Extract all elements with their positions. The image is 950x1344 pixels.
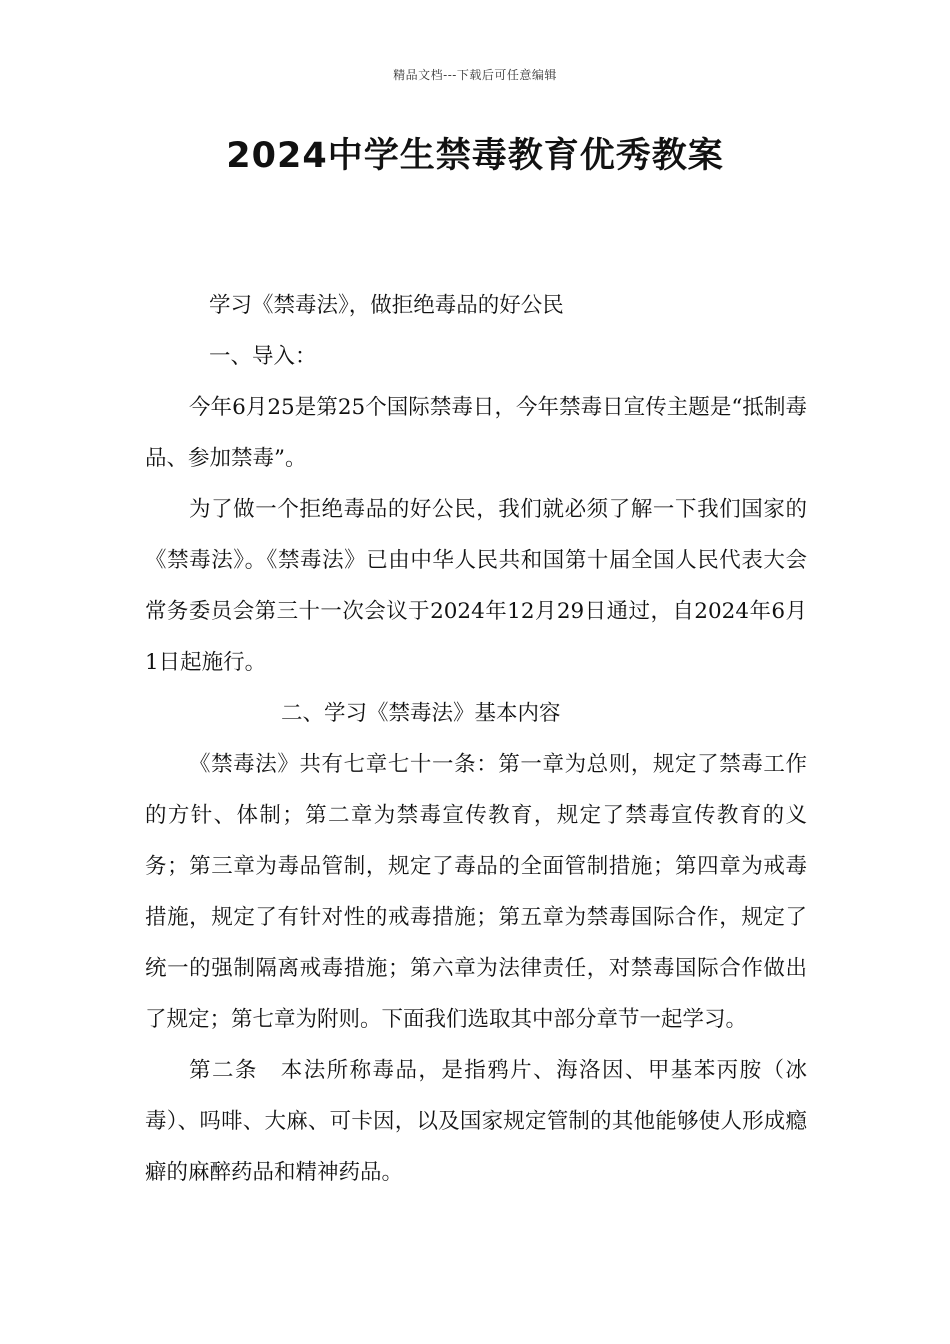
header-note: 精品文档---下载后可任意编辑 [393,68,557,82]
paragraph-article-two: 第二条 本法所称毒品，是指鸦片、海洛因、甲基苯丙胺（冰毒）、吗啡、大麻、可卡因，以及国家规定管制的其他能够使人形成瘾癖的麻醉药品和精神药品。 [145,1058,807,1185]
document-body [145,280,807,1198]
paragraph-intro-date: 今年6月25是第25个国际禁毒日，今年禁毒日宣传主题是“抵制毒品、参加禁毒”。 [145,395,807,471]
section-heading-content: 二、学习《禁毒法》基本内容 [281,701,561,726]
paragraph-law-structure: 《禁毒法》共有七章七十一条：第一章为总则，规定了禁毒工作的方针、体制；第二章为禁毒宣传教育，规定了禁毒宣传教育的义务；第三章为毒品管制，规定了毒品的全面管制措施；第四章为戒毒措施，规定了有针对性的戒毒措施；第五章为禁毒国际合作，规定了统一的强制隔离戒毒措施；第六章为法律责任，对禁毒国际合作做出了规定；第七章为附则。下面我们选取其中部分章节一起学习。 [145,752,807,1032]
subtitle-paragraph: 学习《禁毒法》，做拒绝毒品的好公民 [209,293,564,318]
paragraph-law-background: 为了做一个拒绝毒品的好公民，我们就必须了解一下我们国家的《禁毒法》。《禁毒法》已由中华人民共和国第十届全国人民代表大会常务委员会第三十一次会议于2024年12月29日通过，自2024年6月1日起施行。 [145,497,807,675]
section-heading-intro: 一、导入： [209,344,317,369]
document-title: 2024中学生禁毒教育优秀教案 [226,136,724,176]
